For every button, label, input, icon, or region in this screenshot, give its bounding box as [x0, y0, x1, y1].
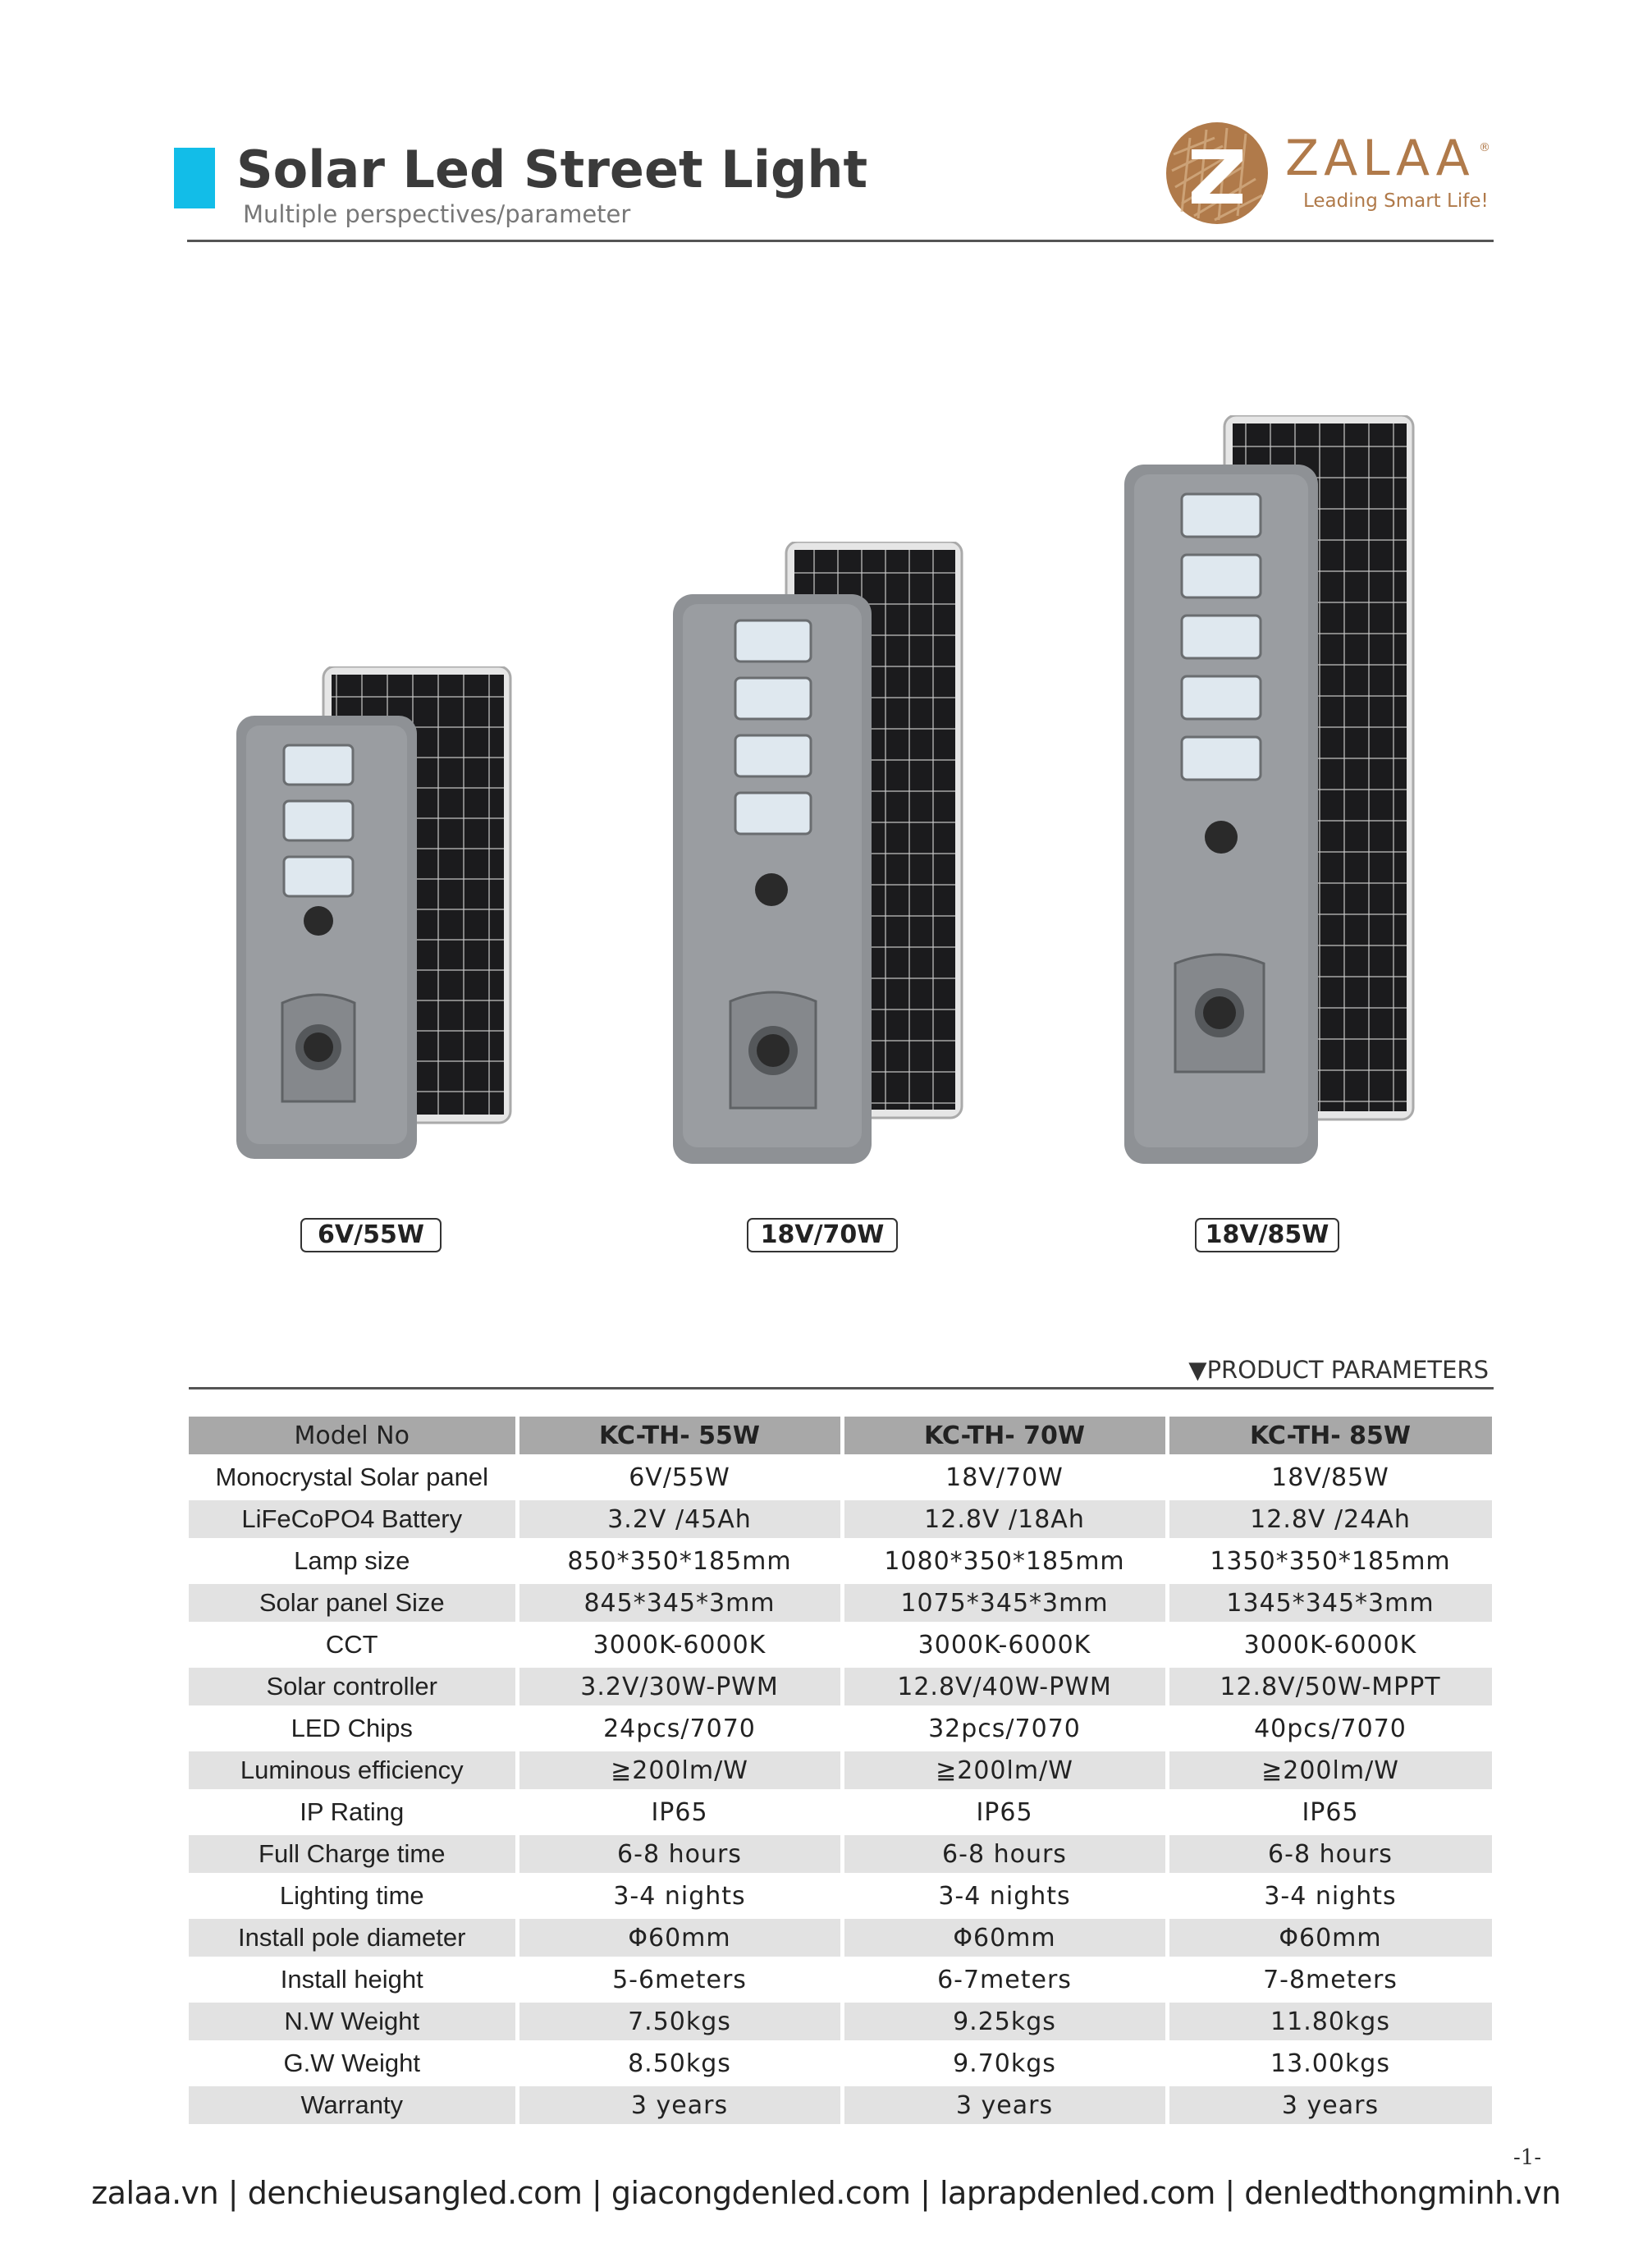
parameter-value-cell: Φ60mm: [1167, 1917, 1494, 1959]
table-row: [189, 1541, 1494, 1582]
parameter-name-cell: Solar panel Size: [189, 1582, 517, 1624]
brand-tagline: Leading Smart Life!: [1303, 190, 1489, 212]
table-row: [189, 1959, 1494, 2001]
parameter-value-cell: 3000K-6000K: [1167, 1624, 1494, 1666]
table-row: [189, 1708, 1494, 1750]
parameter-value-cell: Φ60mm: [842, 1917, 1167, 1959]
header-cell-55w: KC-TH- 55W: [517, 1417, 842, 1457]
parameter-value-cell: 13.00kgs: [1167, 2043, 1494, 2085]
parameter-value-cell: 12.8V/40W-PWM: [842, 1666, 1167, 1708]
zalaa-logo-icon: [1165, 121, 1269, 225]
parameter-name-cell: IP Rating: [189, 1792, 517, 1834]
product-parameters-table: [189, 1417, 1496, 2128]
title-accent-bar: [174, 148, 215, 208]
product-image-85w: [1123, 415, 1418, 1170]
parameter-value-cell: 3.2V/30W-PWM: [517, 1666, 842, 1708]
table-row: [189, 2085, 1494, 2127]
parameter-value-cell: ≧200lm/W: [517, 1750, 842, 1792]
parameter-value-cell: IP65: [517, 1792, 842, 1834]
table-row: [189, 1834, 1494, 1875]
parameter-name-cell: LED Chips: [189, 1708, 517, 1750]
parameter-value-cell: Φ60mm: [517, 1917, 842, 1959]
parameter-value-cell: 3-4 nights: [842, 1875, 1167, 1917]
product-parameters-heading: ▼PRODUCT PARAMETERS: [1188, 1356, 1489, 1384]
parameter-value-cell: 11.80kgs: [1167, 2001, 1494, 2043]
table-row: [189, 1792, 1494, 1834]
parameter-value-cell: 3 years: [517, 2085, 842, 2127]
page-title: Solar Led Street Light: [236, 140, 868, 199]
parameter-name-cell: Lighting time: [189, 1875, 517, 1917]
parameters-divider: [189, 1387, 1494, 1389]
parameter-value-cell: 7-8meters: [1167, 1959, 1494, 2001]
parameter-name-cell: Install pole diameter: [189, 1917, 517, 1959]
registered-mark: ®: [1479, 141, 1490, 154]
footer-links: zalaa.vn | denchieusangled.com | giacongdenled.com | laprapdenled.com | denledthongminh.vn: [91, 2175, 1561, 2211]
parameter-name-cell: Full Charge time: [189, 1834, 517, 1875]
parameter-value-cell: 3 years: [842, 2085, 1167, 2127]
parameter-value-cell: 12.8V /18Ah: [842, 1499, 1167, 1541]
parameter-value-cell: 12.8V /24Ah: [1167, 1499, 1494, 1541]
parameter-value-cell: 6-8 hours: [1167, 1834, 1494, 1875]
parameter-value-cell: 1345*345*3mm: [1167, 1582, 1494, 1624]
parameter-value-cell: 850*350*185mm: [517, 1541, 842, 1582]
parameter-value-cell: 24pcs/7070: [517, 1708, 842, 1750]
parameter-name-cell: Monocrystal Solar panel: [189, 1457, 517, 1499]
parameter-name-cell: Warranty: [189, 2085, 517, 2127]
parameter-value-cell: 3000K-6000K: [842, 1624, 1167, 1666]
product-label-85w: 18V/85W: [1195, 1218, 1339, 1252]
parameter-value-cell: 1080*350*185mm: [842, 1541, 1167, 1582]
page-subtitle: Multiple perspectives/parameter: [243, 200, 631, 228]
table-row: [189, 1582, 1494, 1624]
parameter-value-cell: 3-4 nights: [1167, 1875, 1494, 1917]
parameter-value-cell: 3-4 nights: [517, 1875, 842, 1917]
parameter-value-cell: 5-6meters: [517, 1959, 842, 2001]
parameter-value-cell: 7.50kgs: [517, 2001, 842, 2043]
parameter-value-cell: ≧200lm/W: [1167, 1750, 1494, 1792]
parameter-name-cell: Install height: [189, 1959, 517, 2001]
parameter-name-cell: Lamp size: [189, 1541, 517, 1582]
table-row: [189, 1666, 1494, 1708]
street-light-70w-illustration: [671, 542, 967, 1165]
parameter-value-cell: 6-7meters: [842, 1959, 1167, 2001]
street-light-55w-illustration: [235, 666, 522, 1159]
header-cell-70w: KC-TH- 70W: [842, 1417, 1167, 1457]
header-cell-85w: KC-TH- 85W: [1167, 1417, 1494, 1457]
parameter-value-cell: 18V/85W: [1167, 1457, 1494, 1499]
parameter-value-cell: 3000K-6000K: [517, 1624, 842, 1666]
table-header-row: [189, 1417, 1494, 1457]
parameter-value-cell: 6V/55W: [517, 1457, 842, 1499]
parameter-value-cell: 6-8 hours: [842, 1834, 1167, 1875]
parameter-name-cell: Solar controller: [189, 1666, 517, 1708]
parameter-value-cell: ≧200lm/W: [842, 1750, 1167, 1792]
page-number: -1-: [1513, 2145, 1542, 2170]
street-light-85w-illustration: [1123, 415, 1418, 1170]
parameter-name-cell: LiFeCoPO4 Battery: [189, 1499, 517, 1541]
parameter-value-cell: 32pcs/7070: [842, 1708, 1167, 1750]
parameter-value-cell: 1075*345*3mm: [842, 1582, 1167, 1624]
parameter-value-cell: 8.50kgs: [517, 2043, 842, 2085]
parameter-value-cell: IP65: [1167, 1792, 1494, 1834]
table-row: [189, 2001, 1494, 2043]
product-label-70w: 18V/70W: [747, 1218, 898, 1252]
table-row: [189, 1499, 1494, 1541]
parameter-value-cell: 3.2V /45Ah: [517, 1499, 842, 1541]
header-divider: [187, 240, 1494, 242]
parameter-value-cell: 845*345*3mm: [517, 1582, 842, 1624]
product-image-55w: [235, 666, 522, 1159]
table-row: [189, 1917, 1494, 1959]
parameter-value-cell: 9.70kgs: [842, 2043, 1167, 2085]
product-label-55w: 6V/55W: [300, 1218, 442, 1252]
parameter-value-cell: 1350*350*185mm: [1167, 1541, 1494, 1582]
parameter-name-cell: N.W Weight: [189, 2001, 517, 2043]
brand-logo: [1165, 115, 1510, 230]
product-image-70w: [671, 542, 967, 1165]
parameter-value-cell: 6-8 hours: [517, 1834, 842, 1875]
parameter-value-cell: 3 years: [1167, 2085, 1494, 2127]
parameter-value-cell: 18V/70W: [842, 1457, 1167, 1499]
table-row: [189, 1875, 1494, 1917]
table-row: [189, 1624, 1494, 1666]
header-cell-model: Model No: [189, 1417, 517, 1457]
parameter-name-cell: G.W Weight: [189, 2043, 517, 2085]
parameter-name-cell: CCT: [189, 1624, 517, 1666]
parameter-value-cell: 9.25kgs: [842, 2001, 1167, 2043]
table-row: [189, 1457, 1494, 1499]
brand-name: ZALAA: [1285, 130, 1475, 187]
parameter-value-cell: IP65: [842, 1792, 1167, 1834]
table-row: [189, 2043, 1494, 2085]
parameter-value-cell: 12.8V/50W-MPPT: [1167, 1666, 1494, 1708]
parameter-name-cell: Luminous efficiency: [189, 1750, 517, 1792]
table-row: [189, 1750, 1494, 1792]
parameter-value-cell: 40pcs/7070: [1167, 1708, 1494, 1750]
